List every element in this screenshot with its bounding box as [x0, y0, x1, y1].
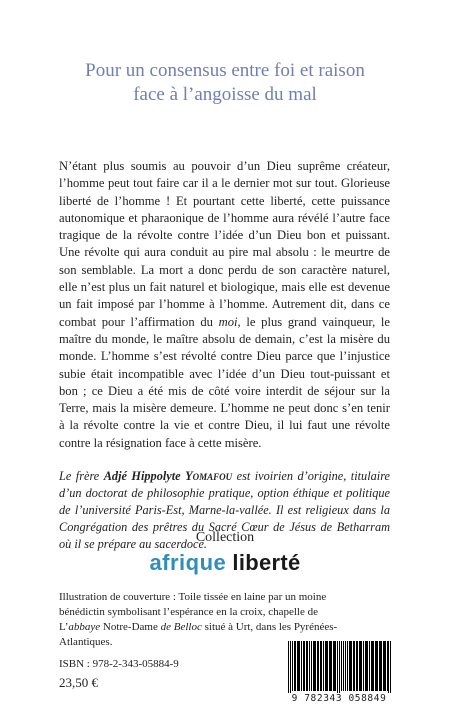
barcode-digits: 9 782343 058849 — [282, 693, 396, 704]
credit-text-2: Notre-Dame — [100, 621, 161, 633]
credit-emphasis-abbaye: abbaye — [68, 621, 101, 633]
blurb-text-part-1: N’étant plus soumis au pouvoir d’un Dieu suprême créateur, l’homme peut tout faire car il a le dernier mot sur tout. Glorieuse liberté de l’homme ! Et pourtant cette liberté, cette puissance autonomique et pharaonique de l’homme aura révélé l’autre face tragique de la révolte contre l’idée d’un Dieu bon et puissant. Une révolte qui aura conduit au pire mal absolu : le meurtre de son semblable. La mort a donc perdu de son caractère naturel, elle n’est plus un fait naturel et biologique, mais elle est devenue un fait imposé par l’homme à l’homme. Autrement dit, dans ce combat pour l’affirmation du — [59, 159, 390, 329]
book-title-line-2: face à l’angoisse du mal — [133, 84, 317, 105]
blurb-text-part-2: , le plus grand vainqueur, le maître du monde, le maître absolu de demain, c’est la misère du monde. L’homme s’est révolté contre Dieu parce que l’injustice subie était incompatible avec l’idée d’un Dieu tout-puissant et bon ; ce Dieu a été mis de côté voire interdit de séjour sur la Terre, mais la misère demeure. L’homme ne peut donc s’en tenir à la révolte contre la vie et contre Dieu, il lui faut une révolte contre la résignation face à cette misère. — [59, 314, 390, 450]
credit-text-3: situé à Urt, dans les Pyrénées-Atlantiques. — [59, 621, 338, 648]
logo-word-liberte: liberté — [232, 550, 301, 575]
book-title-line-1: Pour un consensus entre foi et raison — [85, 60, 365, 81]
credit-emphasis-belloc: de Belloc — [160, 621, 202, 633]
credit-text-1: Illustration de couverture : Toile tissée en laine par un moine bénédictin symbolisant l’espérance en la croix, chapelle de L’ — [59, 591, 327, 633]
logo-word-afrique: afrique — [149, 550, 227, 575]
bio-prefix: Le frère — [59, 469, 104, 483]
author-surname: Yomafou — [185, 469, 233, 483]
price: 23,50 € — [59, 675, 98, 690]
collection-logo — [0, 550, 450, 576]
isbn: ISBN : 978-2-343-05884-9 — [59, 658, 179, 670]
blurb-emphasis-moi: moi — [218, 314, 238, 329]
back-cover-blurb — [59, 158, 390, 452]
author-first-names: Adjé Hippolyte — [103, 469, 181, 483]
blurb-paragraph — [59, 158, 390, 452]
collection-label: Collection — [195, 530, 255, 545]
barcode-icon — [282, 641, 396, 701]
bio-text: est ivoirien d’origine, titulaire d’un doctorat de philosophie pratique, option éthique et politique de l’université Paris-Est, Marne-la-vallée. Il est religieux dans la Congrégation des prêtres du Sacré Cœur de Jésus de Betharram où il se prépare au sacerdoce. — [59, 469, 390, 551]
